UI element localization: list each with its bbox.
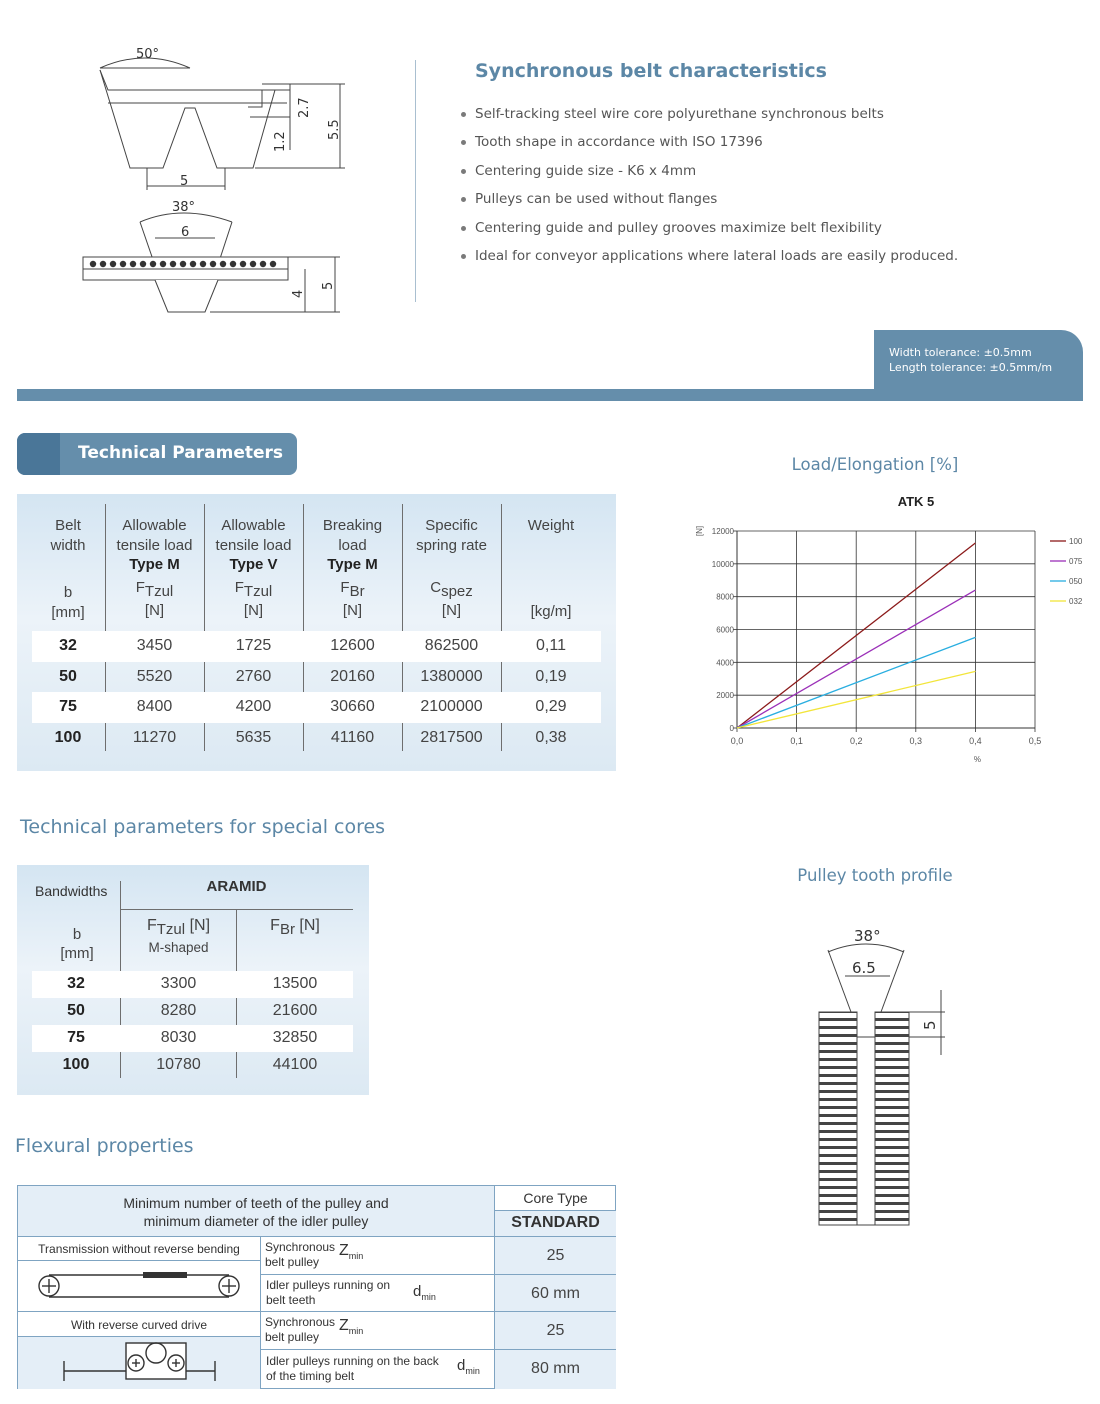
y-axis-label: [N] — [695, 525, 704, 537]
tolerance-box — [874, 330, 1083, 390]
value-cell: 25 — [495, 1237, 616, 1275]
sync-pulley-cell-1: Synchronous belt pulley $Z_{min}$ — [261, 1237, 495, 1275]
core-type-head: Core Type — [495, 1186, 616, 1211]
angle-38-label: 38° — [172, 200, 196, 215]
divider-line — [415, 60, 416, 302]
table-cell: 12600 — [330, 637, 375, 654]
header-breaking-load: Breaking load Type M $F_{Br}$ [N] — [322, 517, 383, 619]
value-cell: 60 mm — [495, 1275, 616, 1312]
y-tick-label: 2000 — [716, 691, 734, 701]
table-cell: 13500 — [272, 975, 318, 992]
width-tolerance: Width tolerance: ±0.5mm — [889, 346, 1032, 359]
list-item: Tooth shape in accordance with ISO 17396 — [460, 132, 958, 160]
table-cell: 20160 — [330, 667, 375, 685]
legend-label-032: 032 — [1069, 597, 1083, 606]
table-cell: 0,38 — [535, 728, 567, 746]
y-tick-label: 4000 — [716, 658, 734, 668]
special-cores-title: Technical parameters for special cores — [20, 816, 386, 838]
x-tick-label: 0,3 — [909, 736, 923, 746]
table-cell: 3450 — [136, 637, 173, 654]
table-cell: 32 — [67, 975, 85, 992]
list-item: Self-tracking steel wire core polyurethane synchronous belts — [460, 104, 958, 132]
table-cell: 32 — [59, 637, 77, 654]
sync-pulley-cell-2: Synchronous belt pulley $Z_{min}$ — [261, 1312, 495, 1350]
value-cell: 80 mm — [495, 1350, 616, 1389]
transmission-label: Transmission without reverse bending — [18, 1237, 261, 1261]
y-tick-label: 10000 — [711, 559, 734, 569]
flexural-table — [17, 1185, 616, 1389]
table-cell: 862500 — [424, 637, 479, 654]
flexural-head: Minimum number of teeth of the pulley and minimum diameter of the idler pulley — [18, 1186, 495, 1237]
fbr-header: $F_{Br}$ [N] — [270, 917, 320, 939]
pulley-width-label: 6.5 — [852, 959, 876, 977]
pulley-profile-title: Pulley tooth profile — [797, 866, 953, 885]
characteristics-list — [460, 104, 958, 274]
list-item: Ideal for conveyor applications where lateral loads are easily produced. — [460, 246, 958, 274]
header-weight: Weight [kg/m] — [527, 517, 575, 620]
table-cell: 30660 — [330, 698, 375, 715]
angle-50-label: 50° — [136, 47, 160, 62]
legend-label-100: 100 — [1069, 537, 1083, 546]
table-cell: 75 — [59, 698, 77, 715]
x-tick-label: 0,0 — [730, 736, 744, 746]
dim-5b-label: 5 — [321, 281, 336, 290]
technical-parameters-title: Technical Parameters — [78, 443, 284, 463]
legend-label-075: 075 — [1069, 557, 1083, 566]
table-cell: 1725 — [235, 637, 272, 654]
list-item: Centering guide and pulley grooves maximize belt flexibility — [460, 218, 958, 246]
table-cell: 44100 — [272, 1056, 318, 1073]
standard-head: STANDARD — [495, 1211, 616, 1237]
b-mm-header: b [mm] — [60, 926, 94, 962]
table-cell: 32850 — [272, 1029, 318, 1046]
list-item: Centering guide size - K6 x 4mm — [460, 161, 958, 189]
chart-section-title: Load/Elongation [%] — [791, 455, 959, 474]
list-item: Pulleys can be used without flanges — [460, 189, 958, 217]
table-cell: 5635 — [235, 728, 272, 746]
pulley-angle-label: 38° — [854, 927, 881, 945]
table-cell: 10780 — [156, 1056, 201, 1073]
bandwidths-header: Bandwidths — [35, 883, 108, 899]
dim-1-2-label: 1.2 — [273, 131, 288, 152]
reverse-drive-icon — [18, 1337, 261, 1389]
table-cell: 100 — [62, 1056, 90, 1073]
y-tick-label: 0 — [729, 724, 734, 733]
belt-profile-drawing — [60, 40, 360, 320]
header-allowable-v: Allowable tensile load Type V $F_{Tzul}$ [N] — [215, 517, 292, 619]
section-divider-bar — [17, 389, 1083, 401]
transmission-diagram — [18, 1261, 261, 1312]
table-cell: 50 — [67, 1002, 85, 1019]
table-cell: 3300 — [160, 975, 197, 992]
table-cell: 11270 — [132, 728, 177, 746]
idler-cell-1: Idler pulleys running on belt teeth $d_{min}$ — [261, 1275, 495, 1312]
table-cell: 0,19 — [535, 667, 567, 685]
table-cell: 0,11 — [536, 637, 566, 654]
dim-5-5-label: 5.5 — [327, 119, 342, 140]
load-elongation-chart — [680, 488, 1100, 768]
technical-parameters-table — [17, 494, 616, 771]
dim-2-7-label: 2.7 — [297, 97, 312, 118]
technical-parameters-header — [17, 433, 297, 475]
table-cell: 4200 — [235, 698, 272, 715]
open-drive-icon — [18, 1261, 261, 1312]
header-belt-width: Belt width b [mm] — [50, 517, 86, 621]
ftzul-header: $F_{Tzul}$ [N] M-shaped — [146, 917, 211, 956]
special-cores-table — [17, 865, 369, 1095]
table-cell: 100 — [54, 728, 82, 746]
table-cell: 8030 — [160, 1029, 197, 1046]
length-tolerance: Length tolerance: ±0.5mm/m — [889, 361, 1053, 374]
table-cell: 1380000 — [420, 667, 483, 685]
characteristics-title: Synchronous belt characteristics — [475, 60, 827, 82]
pulley-depth-label: 5 — [921, 1020, 939, 1030]
legend-label-050: 050 — [1069, 577, 1083, 586]
reverse-diagram — [18, 1337, 261, 1389]
table-cell: 5520 — [136, 667, 173, 685]
dim-5-label: 5 — [180, 174, 189, 189]
y-tick-label: 8000 — [716, 592, 734, 602]
table-cell: 0,29 — [535, 698, 567, 715]
idler-cell-2: Idler pulleys running on the back of the timing belt $d_{min}$ — [261, 1350, 495, 1389]
table-cell: 8280 — [160, 1002, 197, 1019]
y-tick-label: 6000 — [716, 625, 734, 635]
reverse-label: With reverse curved drive — [18, 1312, 261, 1337]
aramid-header: ARAMID — [206, 878, 267, 895]
table-cell: 41160 — [330, 728, 375, 746]
flexural-title: Flexural properties — [15, 1135, 194, 1157]
table-cell: 2817500 — [420, 728, 483, 746]
pulley-profile-drawing — [800, 915, 960, 1230]
y-tick-label: 12000 — [711, 527, 734, 536]
dim-4-label: 4 — [291, 289, 306, 298]
x-tick-label: 0,4 — [969, 736, 982, 746]
header-spring-rate: Specific spring rate $C_{spez}$ [N] — [416, 517, 487, 619]
value-cell: 25 — [495, 1312, 616, 1350]
x-axis-label: % — [973, 755, 981, 764]
x-tick-label: 0,5 — [1028, 736, 1042, 746]
table-cell: 8400 — [136, 698, 173, 715]
table-cell: 75 — [67, 1029, 85, 1046]
dim-6-label: 6 — [181, 225, 190, 240]
table-cell: 50 — [59, 667, 77, 685]
table-cell: 2100000 — [420, 698, 483, 715]
chart-title: ATK 5 — [897, 494, 935, 509]
x-tick-label: 0,2 — [849, 736, 863, 746]
x-tick-label: 0,1 — [790, 736, 803, 746]
header-allowable-m: Allowable tensile load Type M $F_{Tzul}$ [N] — [116, 517, 193, 619]
table-cell: 2760 — [235, 667, 272, 685]
table-cell: 21600 — [272, 1002, 318, 1019]
